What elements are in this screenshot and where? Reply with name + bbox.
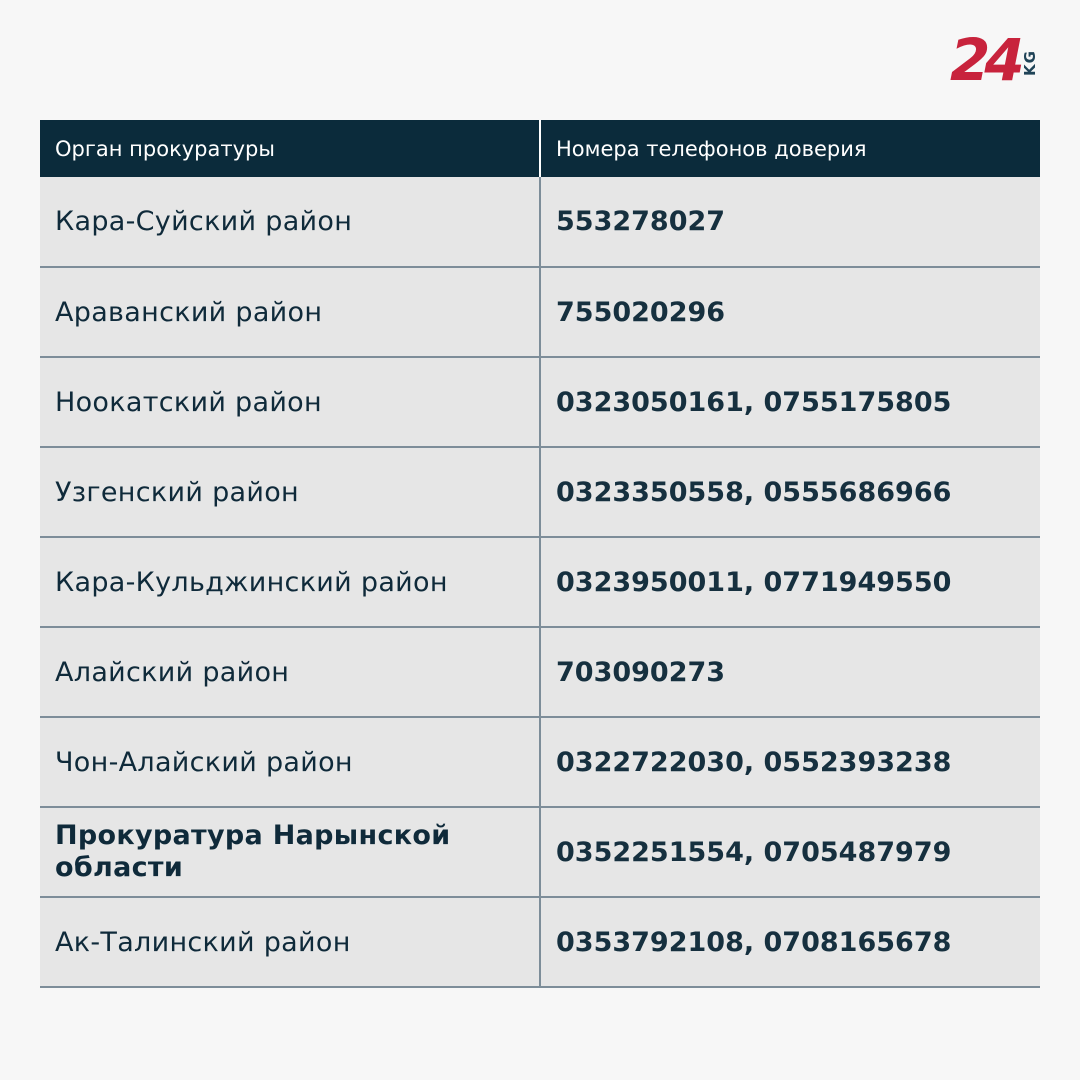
logo-suffix: KG — [1021, 50, 1039, 76]
phone-cell: 0353792108, 0708165678 — [540, 897, 1040, 987]
table-header-row — [40, 120, 1040, 177]
phone-cell: 0323950011, 0771949550 — [540, 537, 1040, 627]
site-logo — [948, 26, 1046, 96]
organ-cell: Кара-Кульджинский район — [40, 537, 540, 627]
organ-cell: Узгенский район — [40, 447, 540, 537]
logo-number: 24 — [950, 26, 1019, 94]
table-row — [40, 717, 1040, 807]
organ-cell: Ноокатский район — [40, 357, 540, 447]
organ-cell: Ак-Талинский район — [40, 897, 540, 987]
table-row — [40, 897, 1040, 987]
table-row — [40, 627, 1040, 717]
organ-cell: Чон-Алайский район — [40, 717, 540, 807]
table-row — [40, 807, 1040, 897]
table-row — [40, 537, 1040, 627]
organ-cell-regional: Прокуратура Нарынской области — [40, 807, 540, 897]
phone-cell: 755020296 — [540, 267, 1040, 357]
header-phones: Номера телефонов доверия — [556, 136, 867, 161]
phone-cell: 703090273 — [540, 627, 1040, 717]
organ-cell: Алайский район — [40, 627, 540, 717]
phone-cell: 0352251554, 0705487979 — [540, 807, 1040, 897]
phone-cell: 0323350558, 0555686966 — [540, 447, 1040, 537]
phone-cell: 0323050161, 0755175805 — [540, 357, 1040, 447]
organ-cell: Араванский район — [40, 267, 540, 357]
header-organ: Орган прокуратуры — [40, 120, 540, 177]
table-row — [40, 267, 1040, 357]
table-row — [40, 177, 1040, 267]
table-row — [40, 447, 1040, 537]
organ-cell: Кара-Суйский район — [40, 177, 540, 267]
table-row — [40, 357, 1040, 447]
trust-phones-table — [40, 120, 1040, 988]
phone-cell: 553278027 — [540, 177, 1040, 267]
phone-cell: 0322722030, 0552393238 — [540, 717, 1040, 807]
